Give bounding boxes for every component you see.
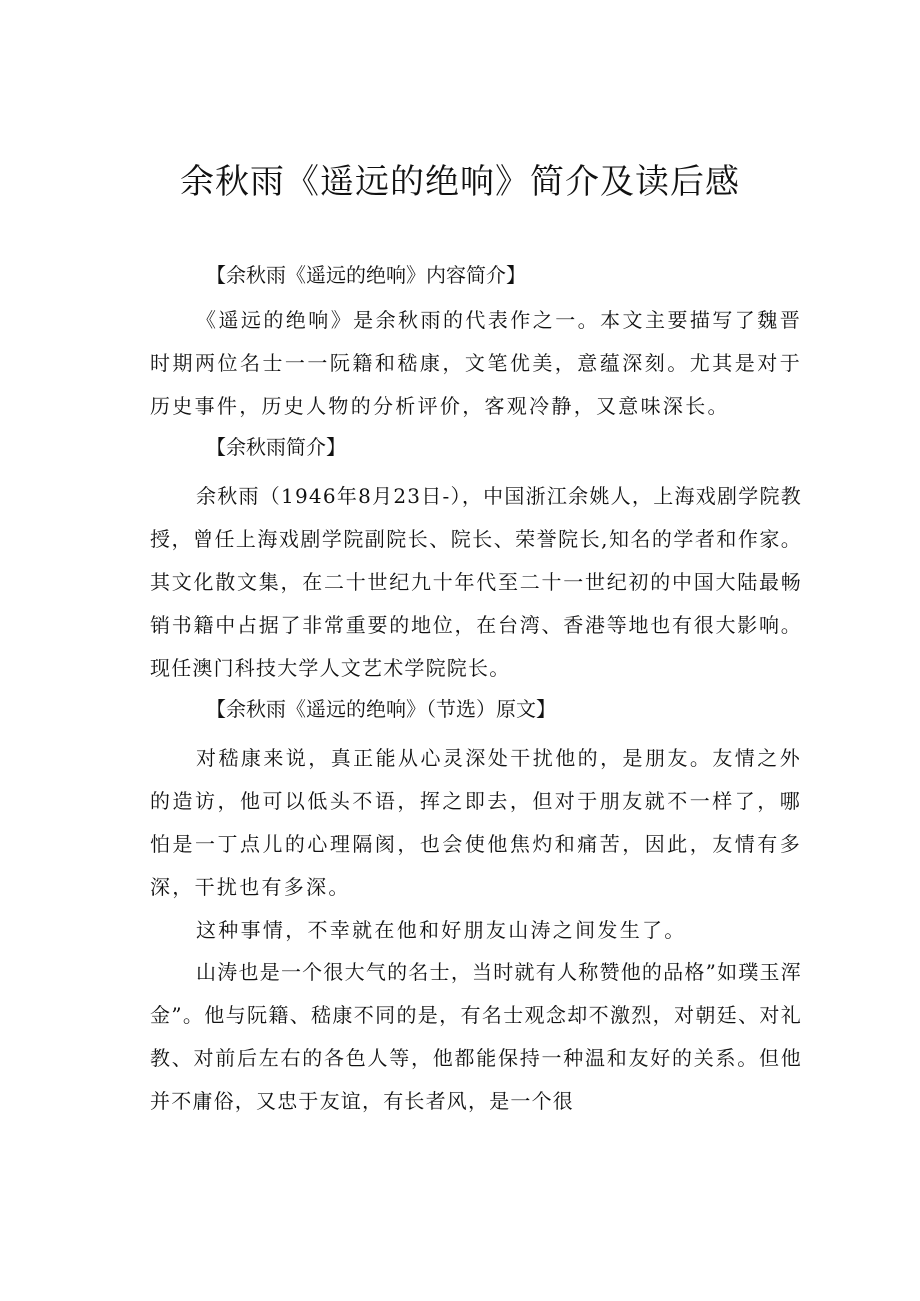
section-heading-content-summary: 【余秋雨《遥远的绝响》内容简介】 (206, 263, 526, 287)
paragraph-original-2: 这种事情，不幸就在他和好朋友山涛之间发生了。 (196, 917, 687, 942)
paragraph-content-summary: 《遥远的绝响》是余秋雨的代表作之一。本文主要描写了魏晋时期两位名士一一阮籍和嵇康，文笔优美，意蕴深刻。尤其是对于历史事件，历史人物的分析评价，客观冷静，又意味深长。 (150, 308, 802, 418)
section-heading-author-intro: 【余秋雨简介】 (206, 435, 346, 460)
paragraph-original-1: 对嵇康来说，真正能从心灵深处干扰他的，是朋友。友情之外的造访，他可以低头不语，挥之即去，但对于朋友就不一样了，哪怕是一丁点儿的心理隔阂，也会使他焦灼和痛苦，因此，友情有多深，干扰也有多深。 (150, 746, 802, 899)
document-title: 余秋雨《遥远的绝响》简介及读后感 (180, 162, 740, 202)
document-body (150, 255, 802, 1123)
section-heading-original-text: 【余秋雨《遥远的绝响》（节选）原文】 (206, 697, 556, 722)
paragraph-author-intro: 余秋雨（1946年8月23日-），中国浙江余姚人，上海戏剧学院教授，曾任上海戏剧学院副院长、院长、荣誉院长,知名的学者和作家。其文化散文集，在二十世纪九十年代至二十一世纪初的中国大陆最畅销书籍中占据了非常重要的地位，在台湾、香港等地也有很大影响。现任澳门科技大学人文艺术学院院长。 (150, 484, 802, 680)
paragraph-original-3: 山涛也是一个很大气的名士，当时就有人称赞他的品格”如璞玉浑金”。他与阮籍、嵇康不同的是，有名士观念却不激烈，对朝廷、对礼教、对前后左右的各色人等，他都能保持一种温和友好的关系。但他并不庸俗，又忠于友谊，有长者风，是一个很 (150, 960, 802, 1113)
